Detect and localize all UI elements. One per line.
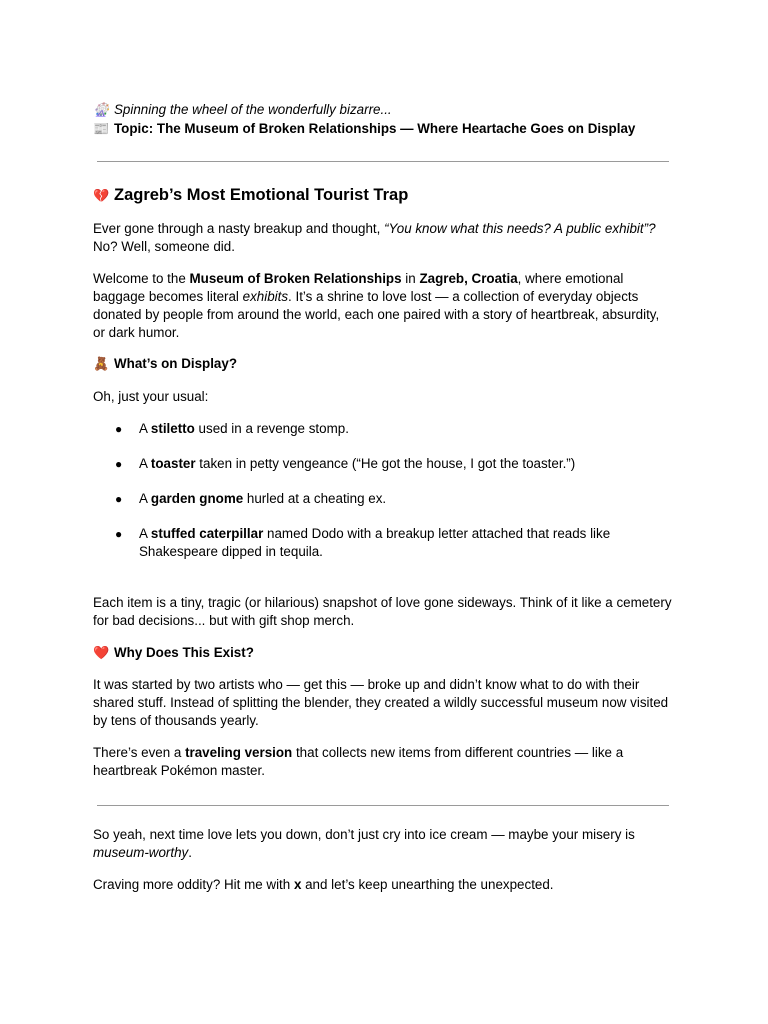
italic-museum-worthy: museum-worthy bbox=[93, 845, 189, 860]
section-heading-zagreb bbox=[93, 186, 408, 205]
bullet-icon: ● bbox=[115, 457, 123, 471]
paragraph-closing bbox=[93, 826, 673, 862]
divider-top bbox=[97, 161, 669, 162]
divider-bottom bbox=[97, 805, 669, 806]
section-heading-why bbox=[93, 645, 254, 661]
bold-place-name: Zagreb, Croatia bbox=[419, 271, 518, 286]
paragraph-call-to-action bbox=[93, 876, 673, 894]
paragraph-origin: It was started by two artists who — get this — broke up and didn’t know what to do with their shared stuff. Instead of splitting the blender, they created a wildly successful museum now visited by tens of thousands yearly. bbox=[93, 677, 669, 728]
text-run: Welcome to the bbox=[93, 271, 190, 286]
bold-traveling-version: traveling version bbox=[185, 745, 293, 760]
item-name: stiletto bbox=[150, 421, 195, 436]
list-item bbox=[93, 420, 673, 438]
item-name: stuffed caterpillar bbox=[150, 526, 264, 541]
bold-museum-name: Museum of Broken Relationships bbox=[189, 271, 402, 286]
text-run: No? Well, someone did. bbox=[93, 239, 235, 254]
text-run: A bbox=[139, 526, 151, 541]
intro-line-1 bbox=[93, 101, 683, 120]
text-run: Ever gone through a nasty breakup and thought, bbox=[93, 221, 385, 236]
paragraph-breakup-exhibit bbox=[93, 220, 673, 256]
italic-exhibits: exhibits bbox=[242, 289, 289, 304]
teddy-bear-icon: 🧸 bbox=[93, 357, 110, 372]
text-run: . It’s a shrine to love lost — a collection of everyday objects donated by people from around the world, each one paired with a story of heartbreak, absurdity, or dark humor. bbox=[93, 289, 660, 340]
red-heart-icon: ❤️ bbox=[93, 646, 110, 661]
topic-line: Topic: The Museum of Broken Relationships — Where Heartache Goes on Display bbox=[114, 121, 636, 136]
list-item bbox=[93, 490, 673, 508]
bullet-icon: ● bbox=[115, 492, 123, 506]
text-run: There’s even a bbox=[93, 745, 186, 760]
paragraph-traveling bbox=[93, 744, 673, 780]
paragraph-welcome bbox=[93, 270, 673, 342]
section-heading-text: Zagreb’s Most Emotional Tourist Trap bbox=[114, 186, 409, 204]
ferris-wheel-icon: 🎡 bbox=[93, 103, 110, 118]
section-heading-text: What’s on Display? bbox=[114, 356, 238, 371]
text-run: taken in petty vengeance (“He got the house, I got the toaster.”) bbox=[195, 456, 576, 471]
item-name: toaster bbox=[150, 456, 196, 471]
bullet-icon: ● bbox=[115, 527, 123, 541]
paragraph-snapshot: Each item is a tiny, tragic (or hilarious) snapshot of love gone sideways. Think of it like a cemetery for bad decisions... but with gift shop merch. bbox=[93, 595, 672, 628]
paragraph-lead: Oh, just your usual: bbox=[93, 389, 209, 404]
italic-quote: “You know what this needs? A public exhibit”? bbox=[384, 221, 656, 236]
text-run: A bbox=[139, 491, 151, 506]
text-run: , where emotional baggage becomes literal bbox=[93, 271, 624, 304]
bold-x: x bbox=[293, 877, 302, 892]
intro-line-2 bbox=[93, 120, 683, 139]
text-run: hurled at a cheating ex. bbox=[243, 491, 387, 506]
text-run: named Dodo with a breakup letter attached that reads like Shakespeare dipped in tequila. bbox=[139, 526, 611, 559]
text-run: Craving more oddity? Hit me with bbox=[93, 877, 294, 892]
newspaper-icon: 📰 bbox=[93, 122, 110, 137]
broken-heart-icon: 💔 bbox=[93, 189, 110, 204]
text-run: . bbox=[188, 845, 192, 860]
text-run: that collects new items from different countries — like a heartbreak Pokémon master. bbox=[93, 745, 624, 778]
intro-block bbox=[93, 101, 683, 139]
section-heading-display bbox=[93, 356, 237, 372]
intro-tagline: Spinning the wheel of the wonderfully bizarre... bbox=[114, 102, 392, 117]
text-run: and let’s keep unearthing the unexpected. bbox=[301, 877, 554, 892]
text-run: A bbox=[139, 456, 151, 471]
display-items-list bbox=[93, 420, 673, 578]
text-run: A bbox=[139, 421, 151, 436]
list-item bbox=[93, 455, 673, 473]
text-run: in bbox=[401, 271, 420, 286]
section-heading-text: Why Does This Exist? bbox=[114, 645, 254, 660]
text-run: used in a revenge stomp. bbox=[194, 421, 349, 436]
text-run: So yeah, next time love lets you down, don’t just cry into ice cream — maybe your misery is bbox=[93, 827, 635, 842]
bullet-icon: ● bbox=[115, 422, 123, 436]
item-name: garden gnome bbox=[150, 491, 244, 506]
list-item bbox=[93, 525, 673, 561]
